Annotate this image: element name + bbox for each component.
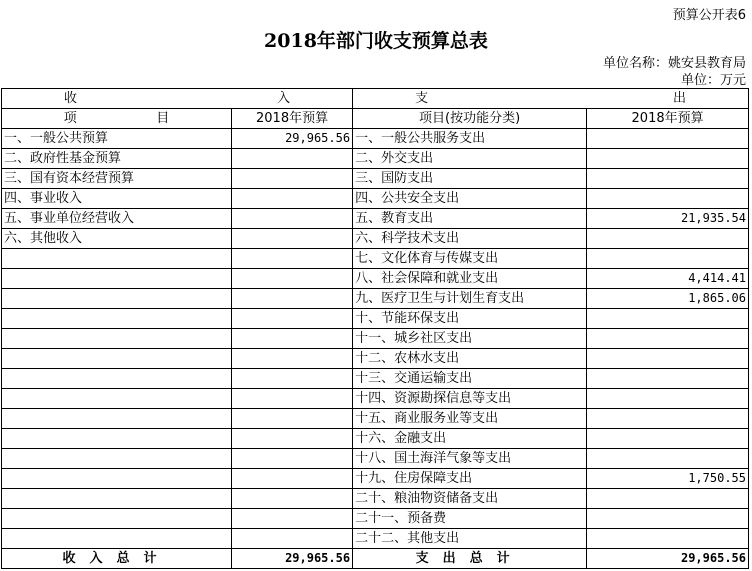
table-row xyxy=(2,269,749,289)
income-value-cell xyxy=(232,389,353,409)
expense-section-header: 支 出 xyxy=(353,89,749,109)
table-row xyxy=(2,189,749,209)
expense-value-cell xyxy=(587,169,749,189)
expense-value-cell xyxy=(587,329,749,349)
income-value-cell xyxy=(232,189,353,209)
income-item-cell: 一、一般公共预算 xyxy=(2,129,232,149)
totals-row xyxy=(2,549,749,569)
expense-item-cell: 十一、城乡社区支出 xyxy=(353,329,587,349)
expense-item-cell: 十八、国土海洋气象等支出 xyxy=(353,449,587,469)
table-tag: 预算公开表6 xyxy=(672,8,746,23)
col-item-header: 项 目 xyxy=(2,109,232,129)
income-value-cell: 29,965.56 xyxy=(232,129,353,149)
expense-total-label: 支出总计 xyxy=(353,549,587,569)
expense-value-cell xyxy=(587,449,749,469)
unit-name: 单位名称：姚安县教育局 xyxy=(602,56,746,71)
table-row xyxy=(2,489,749,509)
income-item-cell xyxy=(2,289,232,309)
expense-item-cell: 十二、农林水支出 xyxy=(353,349,587,369)
income-value-cell xyxy=(232,149,353,169)
income-item-cell: 三、国有资本经营预算 xyxy=(2,169,232,189)
expense-value-cell xyxy=(587,309,749,329)
expense-value-cell xyxy=(587,429,749,449)
income-value-cell xyxy=(232,229,353,249)
expense-item-cell: 十六、金融支出 xyxy=(353,429,587,449)
expense-value-cell xyxy=(587,409,749,429)
income-total-label: 收入总计 xyxy=(2,549,232,569)
income-item-cell xyxy=(2,369,232,389)
income-value-cell xyxy=(232,369,353,389)
income-item-cell xyxy=(2,349,232,369)
income-value-cell xyxy=(232,269,353,289)
expense-value-cell xyxy=(587,369,749,389)
income-item-cell: 六、其他收入 xyxy=(2,229,232,249)
income-item-cell xyxy=(2,249,232,269)
expense-value-cell xyxy=(587,389,749,409)
table-row xyxy=(2,389,749,409)
expense-value-cell xyxy=(587,229,749,249)
income-item-cell xyxy=(2,329,232,349)
income-item-cell: 四、事业收入 xyxy=(2,189,232,209)
income-value-cell xyxy=(232,169,353,189)
income-value-cell xyxy=(232,309,353,329)
expense-item-cell: 四、公共安全支出 xyxy=(353,189,587,209)
col-budget-header: 2018年预算 xyxy=(232,109,353,129)
table-row xyxy=(2,529,749,549)
expense-value-cell xyxy=(587,529,749,549)
income-item-cell xyxy=(2,449,232,469)
income-value-cell xyxy=(232,249,353,269)
income-item-cell xyxy=(2,389,232,409)
expense-value-cell xyxy=(587,189,749,209)
income-item-cell: 二、政府性基金预算 xyxy=(2,149,232,169)
expense-item-cell: 十九、住房保障支出 xyxy=(353,469,587,489)
expense-item-cell: 一、一般公共服务支出 xyxy=(353,129,587,149)
table-row xyxy=(2,469,749,489)
expense-value-cell xyxy=(587,509,749,529)
income-section-header: 收 入 xyxy=(2,89,353,109)
expense-value-cell: 21,935.54 xyxy=(587,209,749,229)
expense-item-cell: 九、医疗卫生与计划生育支出 xyxy=(353,289,587,309)
income-value-cell xyxy=(232,349,353,369)
income-item-cell xyxy=(2,429,232,449)
income-item-cell: 五、事业单位经营收入 xyxy=(2,209,232,229)
table-row xyxy=(2,509,749,529)
column-header-row xyxy=(2,109,749,129)
table-row xyxy=(2,329,749,349)
income-item-cell xyxy=(2,409,232,429)
table-row xyxy=(2,309,749,329)
expense-value-cell xyxy=(587,489,749,509)
expense-item-cell: 二十一、预备费 xyxy=(353,509,587,529)
income-item-cell xyxy=(2,469,232,489)
expense-value-cell xyxy=(587,349,749,369)
col-func-header: 项目(按功能分类) xyxy=(353,109,587,129)
expense-item-cell: 三、国防支出 xyxy=(353,169,587,189)
expense-value-cell: 1,750.55 xyxy=(587,469,749,489)
expense-value-cell: 1,865.06 xyxy=(587,289,749,309)
income-value-cell xyxy=(232,489,353,509)
income-value-cell xyxy=(232,209,353,229)
table-row xyxy=(2,229,749,249)
expense-item-cell: 十三、交通运输支出 xyxy=(353,369,587,389)
income-value-cell xyxy=(232,429,353,449)
expense-item-cell: 八、社会保障和就业支出 xyxy=(353,269,587,289)
expense-item-cell: 十四、资源勘探信息等支出 xyxy=(353,389,587,409)
expense-item-cell: 二十二、其他支出 xyxy=(353,529,587,549)
table-row xyxy=(2,129,749,149)
expense-item-cell: 十五、商业服务业等支出 xyxy=(353,409,587,429)
table-row xyxy=(2,349,749,369)
income-item-cell xyxy=(2,269,232,289)
income-value-cell xyxy=(232,329,353,349)
table-row xyxy=(2,289,749,309)
expense-value-cell xyxy=(587,129,749,149)
page-title: 2018年部门收支预算总表 xyxy=(264,30,488,52)
income-value-cell xyxy=(232,509,353,529)
income-value-cell xyxy=(232,469,353,489)
table-row xyxy=(2,369,749,389)
income-total-value: 29,965.56 xyxy=(232,549,353,569)
income-value-cell xyxy=(232,289,353,309)
section-header-row xyxy=(2,89,749,109)
table-row xyxy=(2,169,749,189)
expense-item-cell: 二、外交支出 xyxy=(353,149,587,169)
col-budget2-header: 2018年预算 xyxy=(587,109,749,129)
table-row xyxy=(2,149,749,169)
income-item-cell xyxy=(2,529,232,549)
table-row xyxy=(2,449,749,469)
table-row xyxy=(2,249,749,269)
unit-of-measure: 单位：万元 xyxy=(680,73,746,88)
expense-item-cell: 六、科学技术支出 xyxy=(353,229,587,249)
expense-item-cell: 二十、粮油物资储备支出 xyxy=(353,489,587,509)
income-item-cell xyxy=(2,309,232,329)
income-value-cell xyxy=(232,449,353,469)
income-value-cell xyxy=(232,529,353,549)
table-row xyxy=(2,409,749,429)
table-row xyxy=(2,429,749,449)
table-row xyxy=(2,209,749,229)
expense-total-value: 29,965.56 xyxy=(587,549,749,569)
expense-value-cell xyxy=(587,249,749,269)
budget-table xyxy=(1,88,749,569)
expense-value-cell: 4,414.41 xyxy=(587,269,749,289)
expense-item-cell: 十、节能环保支出 xyxy=(353,309,587,329)
income-value-cell xyxy=(232,409,353,429)
expense-value-cell xyxy=(587,149,749,169)
income-item-cell xyxy=(2,489,232,509)
expense-item-cell: 五、教育支出 xyxy=(353,209,587,229)
income-item-cell xyxy=(2,509,232,529)
expense-item-cell: 七、文化体育与传媒支出 xyxy=(353,249,587,269)
